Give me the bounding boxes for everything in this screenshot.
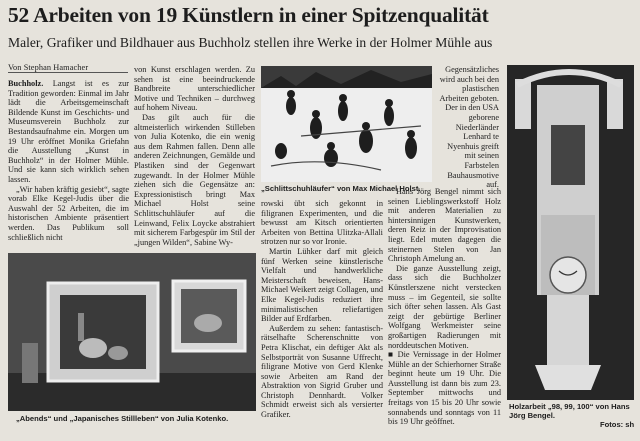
photo-credit: Fotos: sh bbox=[600, 420, 635, 429]
skaters-photo bbox=[261, 66, 432, 182]
paragraph: „Wir haben kräftig gesiebt“, sagte vorab Elke Kegel-Judis über die Auswahl der 52 Arbeiten, die im historischen Ambiente präsentiert werden. Das Publikum soll schließlich nicht bbox=[8, 184, 129, 242]
wood-sculpture-photo bbox=[507, 65, 634, 400]
paragraph: von Kunst erschlagen werden. Zu sehen ist eine beeindruckende Bandbreite unterschiedlicher Motive und Techniken – durchweg auf hohem Niveau. bbox=[134, 65, 255, 113]
paragraph: Gegensätzliches wird auch bei den plastischen Arbeiten geboten. Der in den USA geborene Niederländer Lenhard te Nyenhuis greift mit seinen Farbstelen Bauhausmotive auf. bbox=[439, 65, 499, 190]
byline: Von Stephan Hamacher bbox=[8, 63, 89, 72]
article-column-4 bbox=[388, 187, 501, 427]
paragraph: Die ganze Ausstellung zeigt, dass sich die Buchholzer Künstlerszene nicht verstecken muss – im Gegenteil, sie sollte sich öfter sehen lassen. Als Gast zeigt der gebürtige Berliner Wolfgang Werkmeister seine großartigen Radierungen mit norddeutschen Motiven. bbox=[388, 263, 501, 350]
skaters-caption: „Schlittschuhläufer“ von Max Michael Holst. bbox=[261, 184, 421, 193]
lead-paragraph bbox=[8, 79, 129, 185]
article-column-narrow bbox=[437, 65, 499, 190]
subheadline: Maler, Grafiker und Bildhauer aus Buchholz stellen ihre Werke in der Holmer Mühle aus bbox=[8, 35, 493, 50]
still-life-caption: „Abends“ und „Japanisches Stillleben“ von Julia Kotenko. bbox=[16, 414, 229, 423]
bullet-square: ■ bbox=[388, 350, 398, 360]
headline: 52 Arbeiten von 19 Künstlern in einer Spitzenqualität bbox=[8, 3, 489, 27]
paragraph: rowski übt sich gekonnt in filigranen Experimenten, und die bewusst am Kitsch orientierten Arbeiten von Bettina Ulitzka-Allali strotzen nur so vor Ironie. bbox=[261, 199, 383, 247]
still-life-photo bbox=[8, 253, 256, 411]
article-column-1 bbox=[8, 79, 129, 242]
article-column-2 bbox=[134, 65, 255, 247]
lead-text: Langst ist es zur Tradition geworden: Einmal im Jahr lädt die Arbeitsgemeinschaft Bildende Kunst im Geschichts- und Museumsverein Buchholz zur Bestandsaufnahme ein. Morgen um 19 Uhr eröffnet Monika Griefahn die Ausstellung „Kunst in Buchholz“ in der Holmer Mühle. Und sie kann sich wirklich sehen lassen. bbox=[8, 79, 129, 184]
byline-rule bbox=[8, 72, 128, 73]
article-column-3 bbox=[261, 199, 383, 420]
paragraph: Hans Jörg Bengel nimmt sich seinen Lieblingswerkstoff Holz mit anderen Materialien zu hintersinnigen Kunstwerken, deren Reiz in der Improvisation liegt. Edel muten dagegen die steinernen Stelen von Jan Christoph Amelung an. bbox=[388, 187, 501, 264]
wood-caption: Holzarbeit „98, 99, 100“ von Hans Jörg Bengel. bbox=[509, 402, 630, 420]
paragraph: Außerdem zu sehen: fantastisch-rätselhafte Scherenschnitte von Petra Klischat, ein deftiger Akt als Selbstporträt von Susanne Uffrecht, filigrane Motive von Gerd Klenke sowie Arbeiten am Rand der Abstraktion von Sigrid Gruber und Christoph Dennhardt. Volker Schmidt erweist sich als versierter Grafiker. bbox=[261, 323, 383, 420]
paragraph: Das gilt auch für die altmeisterlich wirkenden Stilleben von Julia Kotenko, die ein wenig aus dem Rahmen fallen. Denn alle anderen Zeichnungen, Gemälde und Plastiken sind der Gegenwart zugewandt. In der Holmer Mühle ziehen sich die Gegensätze an: Expressionistisch bringt Max Michael Holst seine Schlittschuhläufer auf die Leinwand, Felix Loycke abstrahiert mit sicherem Farbgespür im Stil der „jungen Wilden“, Sabine Wy- bbox=[134, 112, 255, 247]
paragraph: Martin Lühker darf mit gleich fünf Werken seine künstlerische Vielfalt und handwerkliche Meisterschaft beweisen, Hans-Michael Weikert zeigt Collagen, und Elke Kegel-Judis reduziert ihre minimalistischen reliefartigen Bilder auf Erdfarben. bbox=[261, 246, 383, 324]
paragraph: ■ Die Vernissage in der Holmer Mühle an der Schierhorner Straße beginnt heute um 19 Uhr. Die Ausstellung ist dann bis zum 23. September mittwochs und freitags von 15 bis 20 Uhr sowie sonnabends und sonntags von 11 bis 19 Uhr geöffnet. bbox=[388, 350, 501, 427]
dateline: Buchholz. bbox=[8, 79, 44, 88]
